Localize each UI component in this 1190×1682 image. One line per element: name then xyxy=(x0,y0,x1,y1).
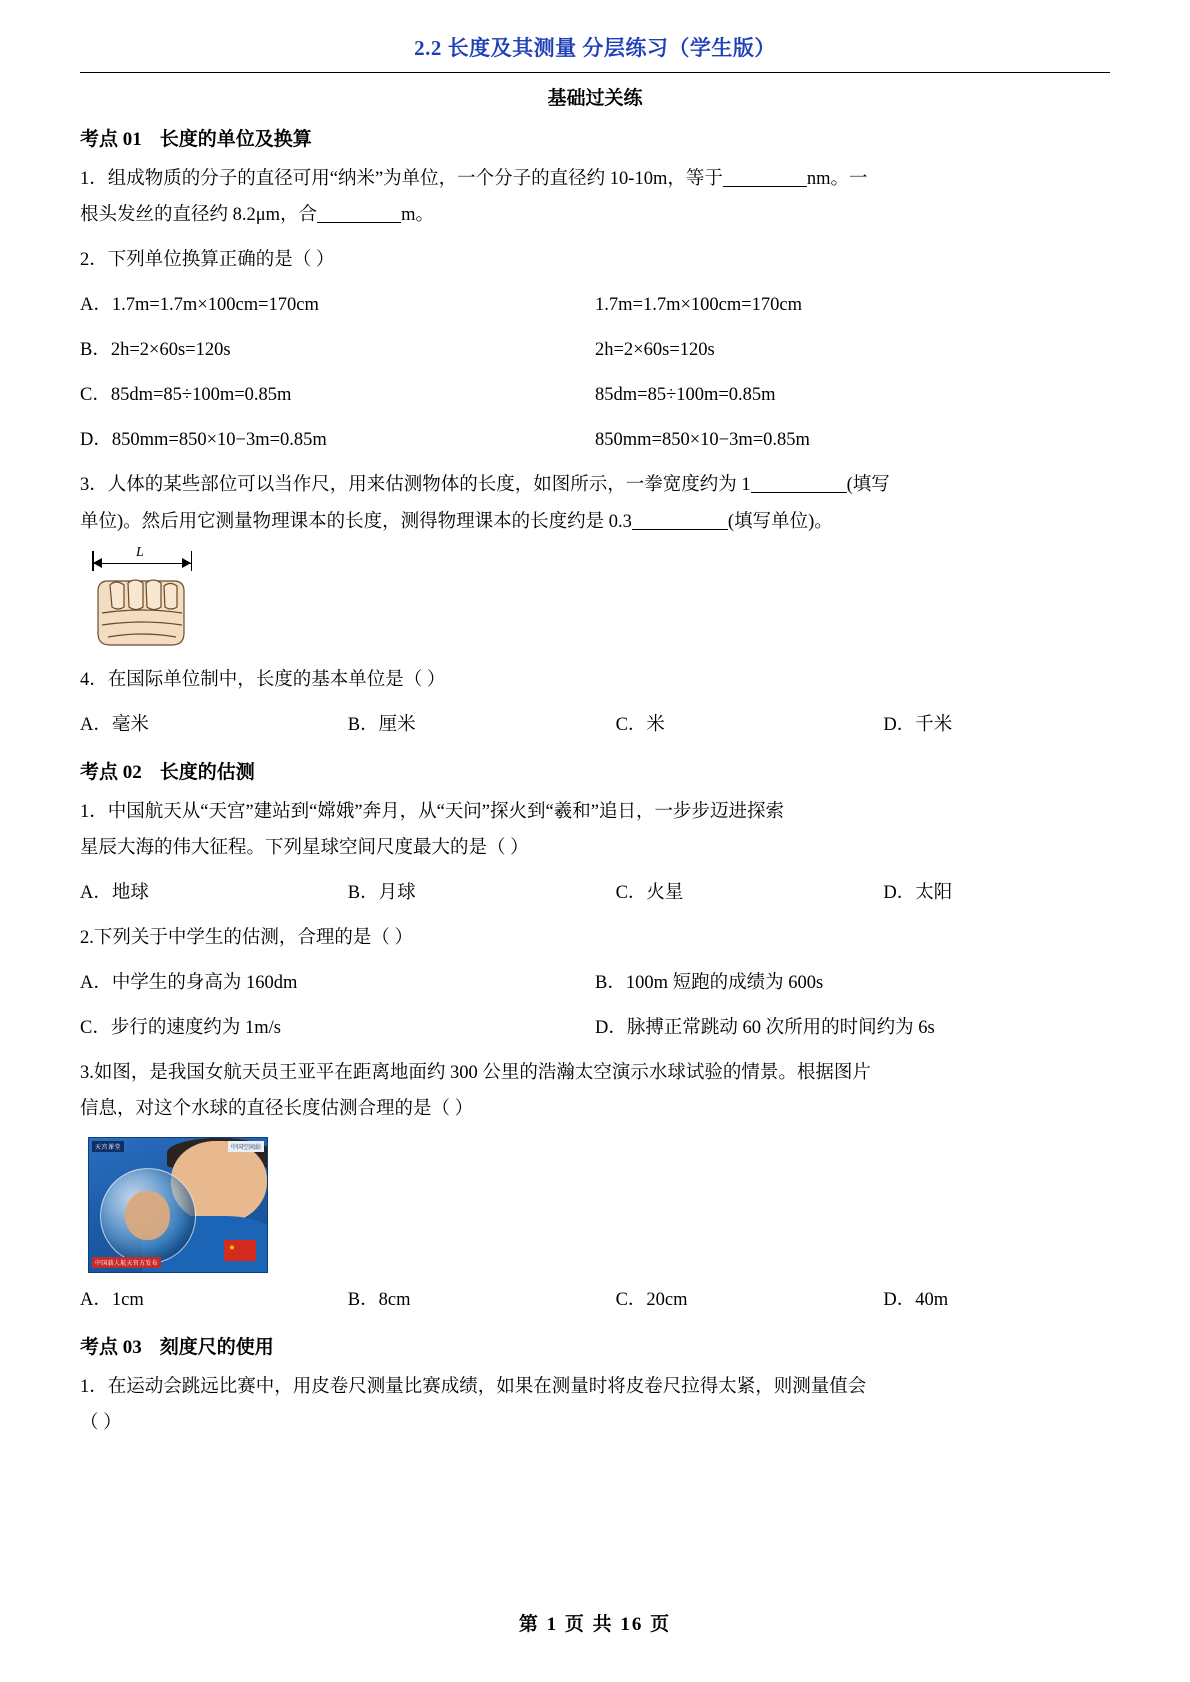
page-title: 2.2 长度及其测量 分层练习（学生版） xyxy=(414,36,776,60)
question-1-3-text-a: 3．人体的某些部位可以当作尺，用来估测物体的长度，如图所示，一拳宽度约为 1 xyxy=(80,475,751,496)
question-3-1-line2: （ ） xyxy=(80,1413,122,1434)
water-ball xyxy=(100,1168,196,1264)
question-3-1-line1: 1．在运动会跳远比赛中，用皮卷尺测量比赛成绩，如果在测量时将皮卷尺拉得太紧，则测量值会 xyxy=(80,1377,867,1398)
question-1-2-options-d xyxy=(80,422,1110,458)
kaodian-03-heading xyxy=(80,1332,1110,1359)
question-2-3 xyxy=(80,1055,1110,1127)
option-c[interactable]: C．步行的速度约为 1m/s xyxy=(80,1018,281,1038)
option-c[interactable]: C．米 xyxy=(615,714,665,735)
option-b[interactable]: B．8cm xyxy=(347,1290,411,1311)
option-c[interactable]: C．火星 xyxy=(615,882,684,903)
question-1-2-options-c xyxy=(80,377,1110,413)
question-2-1 xyxy=(80,794,1110,866)
question-2-3-line2: 信息，对这个水球的直径长度估测合理的是（ ） xyxy=(80,1099,474,1120)
question-2-3-options xyxy=(80,1282,1110,1318)
question-2-2-options-ab xyxy=(80,965,1110,1001)
question-1-1-text-a: 1．组成物质的分子的直径可用“纳米”为单位，一个分子的直径约 10-10m，等于 xyxy=(80,169,723,189)
option-d[interactable]: D．脉搏正常跳动 60 次所用的时间约为 6s xyxy=(595,1018,935,1038)
question-1-2-options-b xyxy=(80,332,1110,368)
question-2-3-line1: 3.如图，是我国女航天员王亚平在距离地面约 300 公里的浩瀚太空演示水球试验的情景。根据图片 xyxy=(80,1063,871,1084)
china-flag-icon: ★ xyxy=(224,1240,256,1261)
photo-tag-top-right: 中国空间站 xyxy=(228,1141,264,1152)
kaodian-01-label: 长度的单位及换算 xyxy=(159,129,312,150)
question-1-4: 4．在国际单位制中，长度的基本单位是（ ） xyxy=(80,669,446,690)
option-d-left[interactable]: D．850mm=850×10−3m=0.85m xyxy=(80,430,327,451)
option-d[interactable]: D．太阳 xyxy=(883,882,953,903)
question-1-3-line2-a: 单位)。然后用它测量物理课本的长度，测得物理课本的长度约是 0.3 xyxy=(80,511,632,532)
title-divider xyxy=(80,72,1110,73)
question-2-1-options xyxy=(80,875,1110,911)
kaodian-02-number: 考点 02 xyxy=(80,761,142,783)
option-a-right[interactable]: 1.7m=1.7m×100cm=170cm xyxy=(595,295,803,316)
option-a[interactable]: A．毫米 xyxy=(80,714,149,735)
question-1-1-line2-a: 根头发丝的直径约 8.2μm，合 xyxy=(80,205,318,226)
option-b[interactable]: B．月球 xyxy=(347,882,416,903)
kaodian-01-heading xyxy=(80,124,1110,151)
question-1-4-options xyxy=(80,707,1110,743)
photo-tag-top-left: 天宫课堂 xyxy=(92,1141,124,1152)
kaodian-03-number: 考点 03 xyxy=(80,1337,142,1359)
kaodian-03-label: 刻度尺的使用 xyxy=(159,1337,274,1359)
question-1-1 xyxy=(80,161,1110,233)
question-1-1-text-b: nm。一 xyxy=(806,169,868,189)
question-1-3-text-b: (填写 xyxy=(846,475,890,496)
fist-width-figure xyxy=(88,544,198,653)
kaodian-01-number: 考点 01 xyxy=(80,129,142,150)
answer-blank[interactable] xyxy=(723,168,807,187)
fist-dimension-label: L xyxy=(136,544,144,560)
question-1-3-line2-b: (填写单位)。 xyxy=(727,511,833,532)
option-c[interactable]: C．20cm xyxy=(615,1290,688,1311)
option-a-left[interactable]: A．1.7m=1.7m×100cm=170cm xyxy=(80,295,319,316)
option-b-left[interactable]: B．2h=2×60s=120s xyxy=(80,340,231,361)
option-a[interactable]: A．中学生的身高为 160dm xyxy=(80,972,298,993)
option-b[interactable]: B．厘米 xyxy=(347,714,416,735)
fist-icon xyxy=(88,571,196,653)
option-b-right[interactable]: 2h=2×60s=120s xyxy=(595,340,715,361)
answer-blank[interactable] xyxy=(317,204,401,223)
question-2-2: 2.下列关于中学生的估测，合理的是（ ） xyxy=(80,927,414,948)
question-3-1 xyxy=(80,1369,1110,1441)
question-1-1-line2-b: m。 xyxy=(401,205,434,226)
fist-dimension-arrow xyxy=(88,544,196,571)
option-c-right[interactable]: 85dm=85÷100m=0.85m xyxy=(595,385,776,406)
space-water-ball-photo xyxy=(88,1137,268,1273)
photo-tag-bottom-left: 中国载人航天官方发布 xyxy=(92,1257,161,1268)
kaodian-02-heading xyxy=(80,757,1110,784)
option-a[interactable]: A．1cm xyxy=(80,1290,144,1311)
option-d[interactable]: D．千米 xyxy=(883,714,953,735)
question-1-3 xyxy=(80,467,1110,539)
option-b[interactable]: B．100m 短跑的成绩为 600s xyxy=(595,972,824,993)
question-2-1-line2: 星辰大海的伟大征程。下列星球空间尺度最大的是（ ） xyxy=(80,837,529,858)
option-c-left[interactable]: C．85dm=85÷100m=0.85m xyxy=(80,385,292,406)
option-d[interactable]: D．40m xyxy=(883,1290,949,1311)
option-a[interactable]: A．地球 xyxy=(80,882,149,903)
option-d-right[interactable]: 850mm=850×10−3m=0.85m xyxy=(595,430,810,451)
question-2-1-line1: 1．中国航天从“天宫”建站到“嫦娥”奔月，从“天问”探火到“羲和”追日，一步步迈进探索 xyxy=(80,801,784,822)
kaodian-02-label: 长度的估测 xyxy=(159,761,255,783)
question-2-2-options-cd xyxy=(80,1010,1110,1046)
section-heading: 基础过关练 xyxy=(547,88,643,109)
answer-blank[interactable] xyxy=(632,511,728,530)
page-footer: 第 1 页 共 16 页 xyxy=(518,1614,672,1635)
question-1-2: 2．下列单位换算正确的是（ ） xyxy=(80,250,335,271)
answer-blank[interactable] xyxy=(751,474,847,493)
question-1-2-options-a xyxy=(80,287,1110,323)
